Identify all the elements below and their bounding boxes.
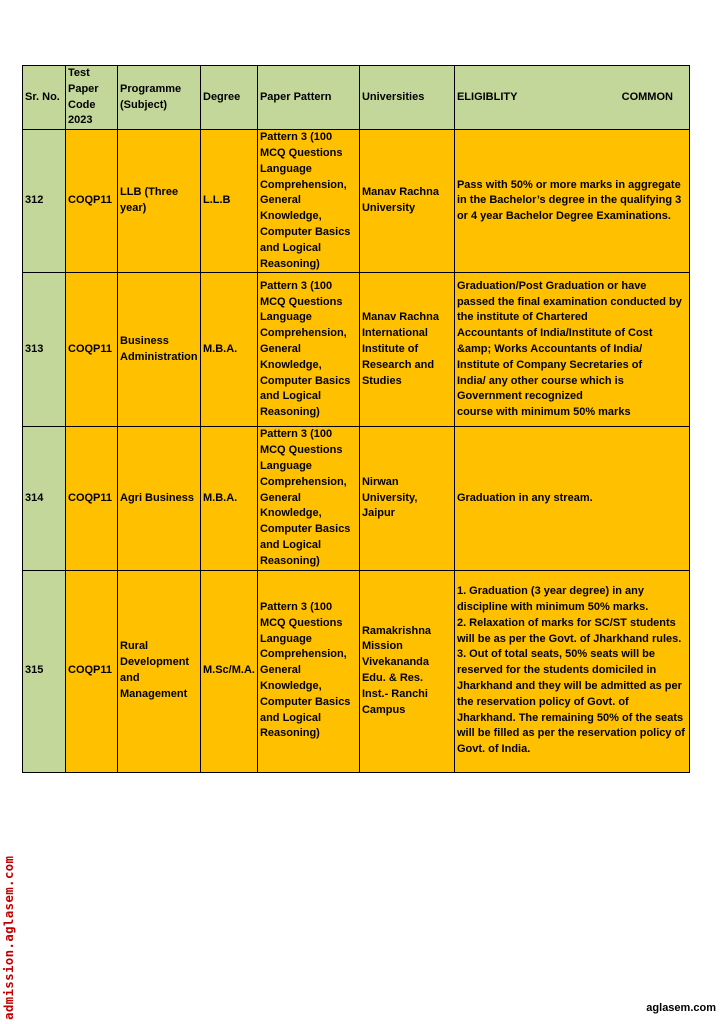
eligibility-cell: Pass with 50% or more marks in aggregate in the Bachelor’s degree in the qualifying 3 or 4 year Bachelor Degree Examinations.	[454, 130, 689, 273]
header-eligibility-label: ELIGIBLITY	[456, 90, 518, 103]
sr-no-cell: 312	[23, 130, 66, 273]
sr-no-cell: 314	[23, 427, 66, 570]
header-test-paper-code: Test Paper Code 2023	[66, 66, 118, 130]
degree-cell: M.Sc/M.A.	[201, 570, 258, 772]
university-cell: Nirwan University, Jaipur	[359, 427, 454, 570]
table-row	[23, 427, 690, 570]
sr-no-cell: 315	[23, 570, 66, 772]
degree-cell: M.B.A.	[201, 273, 258, 427]
paper-pattern-cell: Pattern 3 (100 MCQ Questions Language Comprehension, General Knowledge, Computer Basics and Logical Reasoning)	[257, 427, 359, 570]
header-programme: Programme (Subject)	[118, 66, 201, 130]
table-row	[23, 130, 690, 273]
paper-pattern-cell: Pattern 3 (100 MCQ Questions Language Comprehension, General Knowledge, Computer Basics and Logical Reasoning)	[257, 570, 359, 772]
programme-cell: Agri Business	[118, 427, 201, 570]
university-cell: Manav Rachna International Institute of Research and Studies	[359, 273, 454, 427]
degree-cell: L.L.B	[201, 130, 258, 273]
code-cell: COQP11	[66, 130, 118, 273]
eligibility-table	[22, 65, 690, 773]
code-cell: COQP11	[66, 570, 118, 772]
code-cell: COQP11	[66, 427, 118, 570]
programme-cell: Rural Development and Management	[118, 570, 201, 772]
programme-cell: LLB (Three year)	[118, 130, 201, 273]
degree-cell: M.B.A.	[201, 427, 258, 570]
header-universities: Universities	[359, 66, 454, 130]
header-common-label: COMMON	[621, 90, 673, 103]
paper-pattern-cell: Pattern 3 (100 MCQ Questions Language Comprehension, General Knowledge, Computer Basics and Logical Reasoning)	[257, 130, 359, 273]
table-header-row	[23, 66, 690, 130]
programme-cell: Business Administration	[118, 273, 201, 427]
table-row	[23, 570, 690, 772]
eligibility-cell: Graduation in any stream.	[454, 427, 689, 570]
header-sr-no: Sr. No.	[23, 66, 66, 130]
code-cell: COQP11	[66, 273, 118, 427]
sr-no-cell: 313	[23, 273, 66, 427]
footer-brand: aglasem.com	[646, 1002, 716, 1014]
university-cell: Manav Rachna University	[359, 130, 454, 273]
header-eligibility	[454, 66, 689, 130]
paper-pattern-cell: Pattern 3 (100 MCQ Questions Language Comprehension, General Knowledge, Computer Basics and Logical Reasoning)	[257, 273, 359, 427]
university-cell: Ramakrishna Mission Vivekananda Edu. & Res. Inst.- Ranchi Campus	[359, 570, 454, 772]
eligibility-cell: 1. Graduation (3 year degree) in any discipline with minimum 50% marks. 2. Relaxation of marks for SC/ST students will be as per the Govt. of Jharkhand rules. 3. Out of total seats, 50% seats will be reserved for the students domiciled in Jharkhand and they will be admitted as per the reservation policy of Govt. of Jharkhand. The remaining 50% of the seats will be filled as per the reservation policy of Govt. of India.	[454, 570, 689, 772]
eligibility-cell: Graduation/Post Graduation or have passed the final examination conducted by the institute of Chartered Accountants of India/Institute of Cost &amp; Works Accountants of India/ Institute of Company Secretaries of India/ any other course which is Government recognized course with minimum 50% marks	[454, 273, 689, 427]
table-row	[23, 273, 690, 427]
header-paper-pattern: Paper Pattern	[257, 66, 359, 130]
watermark-url: admission.aglasem.com	[1, 855, 16, 1020]
header-degree: Degree	[201, 66, 258, 130]
